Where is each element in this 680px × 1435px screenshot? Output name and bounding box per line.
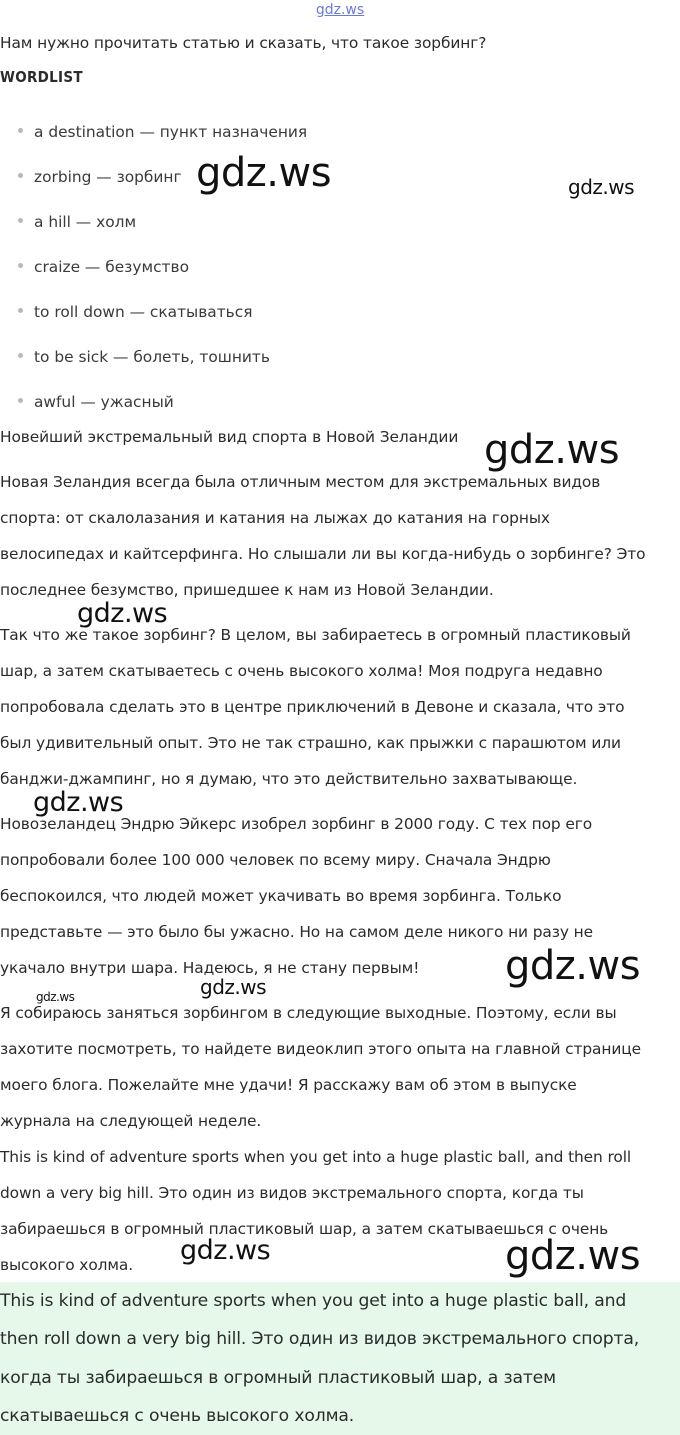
- paragraph-line: укачало внутри шара. Надеюсь, я не стану первым!: [0, 959, 420, 977]
- site-link[interactable]: gdz.ws: [315, 2, 365, 18]
- answer-line: then roll down a very big hill. Это один из видов экстремального спорта,: [0, 1329, 640, 1349]
- watermark: gdz.ws: [484, 427, 620, 473]
- watermark: gdz.ws: [200, 975, 267, 999]
- paragraph-line: шар, а затем скатываетесь с очень высокого холма! Моя подруга недавно: [0, 662, 603, 680]
- watermark: gdz.ws: [77, 598, 168, 629]
- paragraph-line: журнала на следующей неделе.: [0, 1112, 262, 1130]
- watermark: gdz.ws: [568, 175, 635, 199]
- list-item: a hill — холм: [18, 213, 136, 231]
- paragraph-line: спорта: от скалолазания и катания на лыжах до катания на горных: [0, 509, 550, 527]
- answer-line: This is kind of adventure sports when you get into a huge plastic ball, and then roll: [0, 1148, 632, 1166]
- list-item: craize — безумство: [18, 258, 189, 276]
- list-item: to be sick — болеть, тошнить: [18, 348, 270, 366]
- paragraph-line: Так что же такое зорбинг? В целом, вы забираетесь в огромный пластиковый: [0, 626, 631, 644]
- list-item: awful — ужасный: [18, 393, 174, 411]
- answer-line: This is kind of adventure sports when you get into a huge plastic ball, and: [0, 1291, 627, 1311]
- bullet-icon: [18, 353, 23, 358]
- watermark: gdz.ws: [180, 1235, 271, 1266]
- answer-line: когда ты забираешься в огромный пластиковый шар, а затем: [0, 1368, 556, 1388]
- answer-line: down a very big hill. Это один из видов экстремального спорта, когда ты: [0, 1184, 584, 1202]
- watermark: gdz.ws: [196, 150, 332, 196]
- bullet-icon: [18, 218, 23, 223]
- paragraph-line: попробовали более 100 000 человек по всему миру. Сначала Эндрю: [0, 851, 551, 869]
- watermark: gdz.ws: [36, 990, 75, 1004]
- question-text: Нам нужно прочитать статью и сказать, что такое зорбинг?: [0, 34, 487, 52]
- bullet-icon: [18, 308, 23, 313]
- paragraph-line: представьте — это было бы ужасно. Но на самом деле никого ни разу не: [0, 923, 593, 941]
- paragraph-line: банджи-джампинг, но я думаю, что это действительно захватывающе.: [0, 770, 578, 788]
- paragraph-line: захотите посмотреть, то найдете видеоклип этого опыта на главной странице: [0, 1040, 641, 1058]
- paragraph-line: был удивительный опыт. Это не так страшно, как прыжки с парашютом или: [0, 734, 621, 752]
- paragraph-line: Новозеландец Эндрю Эйкерс изобрел зорбинг в 2000 году. С тех пор его: [0, 815, 593, 833]
- watermark: gdz.ws: [505, 1233, 641, 1279]
- bullet-icon: [18, 398, 23, 403]
- wordlist-heading: WORDLIST: [0, 68, 83, 86]
- paragraph-line: Я собираюсь заняться зорбингом в следующие выходные. Поэтому, если вы: [0, 1004, 617, 1022]
- answer-line: скатываешься с очень высокого холма.: [0, 1406, 355, 1426]
- answer-highlight-box: [0, 1282, 680, 1435]
- paragraph-line: Новая Зеландия всегда была отличным местом для экстремальных видов: [0, 473, 601, 491]
- bullet-icon: [18, 173, 23, 178]
- paragraph-line: беспокоился, что людей может укачивать во время зорбинга. Только: [0, 887, 562, 905]
- list-item: a destination — пункт назначения: [18, 123, 307, 141]
- answer-line: забираешься в огромный пластиковый шар, а затем скатываешься с очень: [0, 1220, 609, 1238]
- list-item: zorbing — зорбинг: [18, 168, 182, 186]
- paragraph-line: последнее безумство, пришедшее к нам из Новой Зеландии.: [0, 581, 494, 599]
- bullet-icon: [18, 263, 23, 268]
- paragraph-line: велосипедах и кайтсерфинга. Но слышали ли вы когда-нибудь о зорбинге? Это: [0, 545, 646, 563]
- paragraph-line: попробовала сделать это в центре приключений в Девоне и сказала, что это: [0, 698, 625, 716]
- watermark: gdz.ws: [505, 943, 641, 989]
- list-item: to roll down — скатываться: [18, 303, 252, 321]
- watermark: gdz.ws: [33, 787, 124, 818]
- paragraph-line: моего блога. Пожелайте мне удачи! Я расскажу вам об этом в выпуске: [0, 1076, 577, 1094]
- answer-line: высокого холма.: [0, 1256, 134, 1274]
- bullet-icon: [18, 128, 23, 133]
- article-title: Новейший экстремальный вид спорта в Новой Зеландии: [0, 428, 459, 446]
